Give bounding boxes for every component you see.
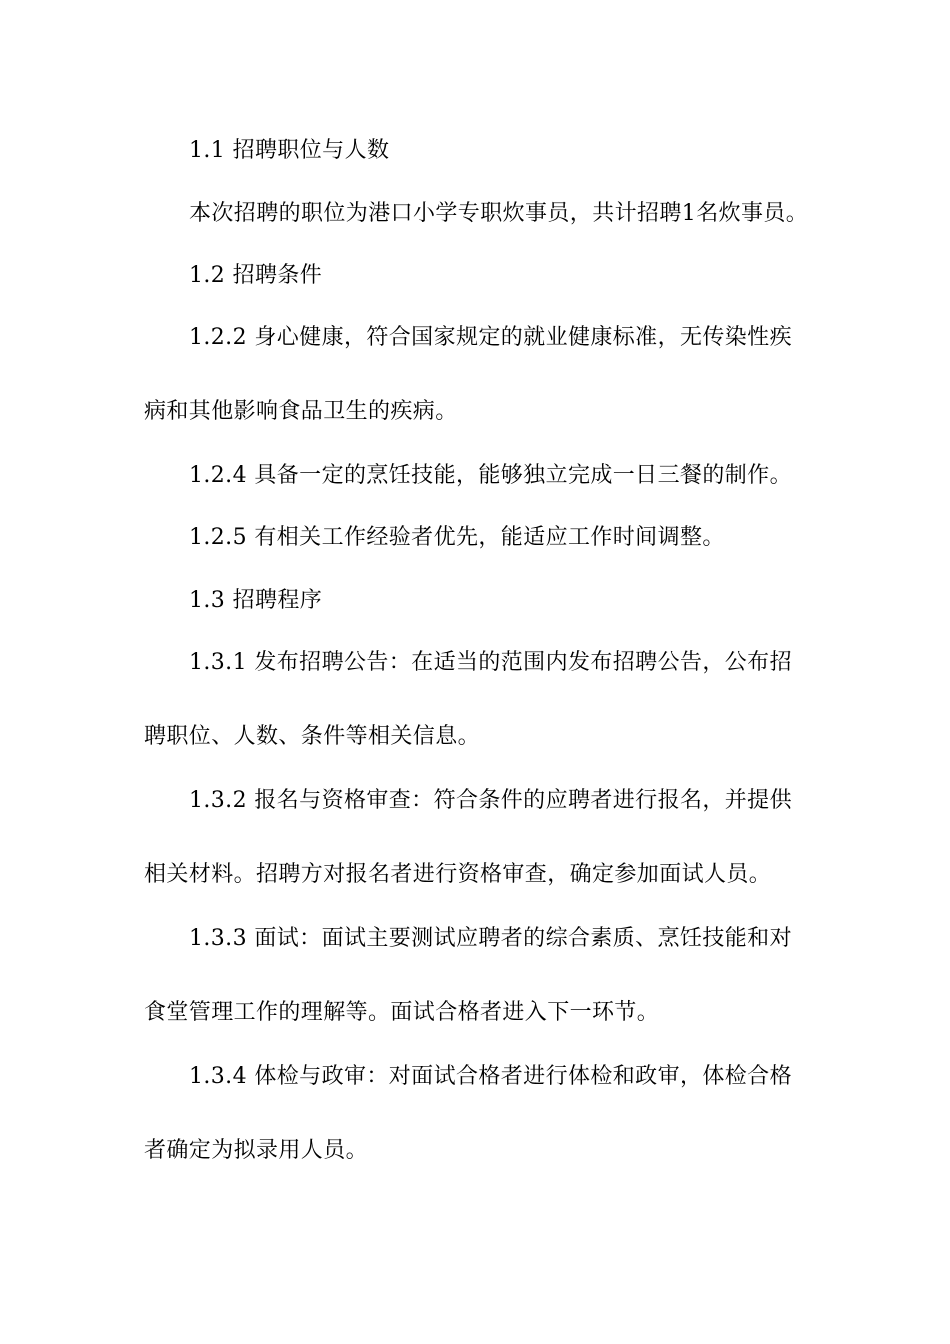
paragraph-line: 1.3.1 发布招聘公告：在适当的范围内发布招聘公告，公布招 [189, 650, 792, 675]
paragraph-line: 病和其他影响食品卫生的疾病。 [144, 399, 458, 424]
paragraph-line: 本次招聘的职位为港口小学专职炊事员，共计招聘1名炊事员。 [189, 201, 809, 226]
paragraph-line: 聘职位、人数、条件等相关信息。 [144, 724, 481, 749]
heading-1-2: 1.2 招聘条件 [189, 263, 323, 288]
heading-1-1: 1.1 招聘职位与人数 [189, 138, 390, 163]
heading-1-3: 1.3 招聘程序 [189, 588, 323, 613]
paragraph-line: 者确定为拟录用人员。 [144, 1138, 369, 1163]
paragraph-line: 1.2.2 身心健康，符合国家规定的就业健康标准，无传染性疾 [189, 325, 792, 350]
paragraph-line: 1.3.4 体检与政审：对面试合格者进行体检和政审，体检合格 [189, 1064, 792, 1089]
paragraph-line: 1.3.2 报名与资格审查：符合条件的应聘者进行报名，并提供 [189, 788, 792, 813]
paragraph-line: 食堂管理工作的理解等。面试合格者进入下一环节。 [144, 1000, 660, 1025]
paragraph-line: 1.2.5 有相关工作经验者优先，能适应工作时间调整。 [189, 525, 725, 550]
paragraph-line: 1.2.4 具备一定的烹饪技能，能够独立完成一日三餐的制作。 [189, 463, 792, 488]
paragraph-line: 相关材料。招聘方对报名者进行资格审查，确定参加面试人员。 [144, 862, 772, 887]
paragraph-line: 1.3.3 面试：面试主要测试应聘者的综合素质、烹饪技能和对 [189, 926, 792, 951]
